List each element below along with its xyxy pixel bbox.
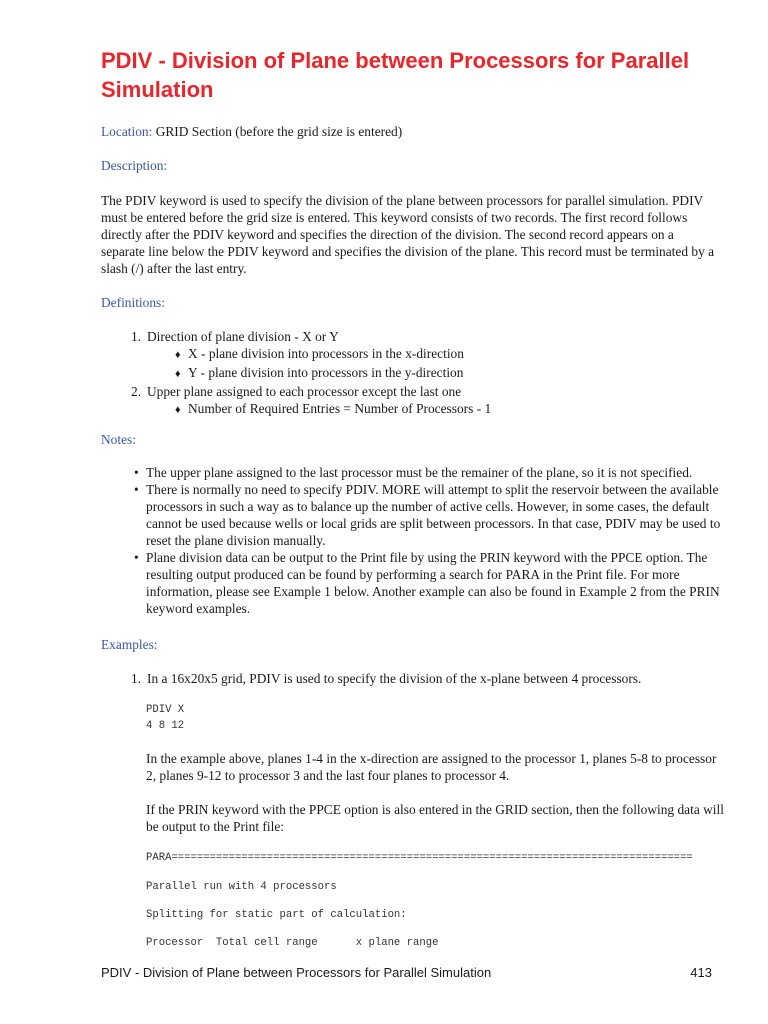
code-output-line: Parallel run with 4 processors xyxy=(146,881,337,893)
example-explanation: In the example above, planes 1-4 in the x-direction are assigned to the processor 1, planes 5-8 to processor 2, planes 9-12 to processor 3 and the last four planes to processor 4. xyxy=(146,751,717,783)
location-label: Location: xyxy=(101,124,153,139)
bullet-icon: • xyxy=(134,465,139,480)
definitions-list xyxy=(131,328,731,419)
code-block: PDIV X 4 8 12 xyxy=(146,704,185,732)
definition-subitem: ♦ X - plane division into processors in the x-direction xyxy=(131,345,731,364)
diamond-bullet-icon: ♦ xyxy=(175,349,181,361)
location-text: GRID Section (before the grid size is entered) xyxy=(155,124,403,139)
diamond-bullet-icon: ♦ xyxy=(175,404,181,416)
definition-item: 2. Upper plane assigned to each processor except the last one ♦ Number of Required Entries = Number of Processors - 1 xyxy=(131,383,731,419)
page-number: 413 xyxy=(690,965,712,980)
diamond-bullet-icon: ♦ xyxy=(175,368,181,380)
example-item: 1. In a 16x20x5 grid, PDIV is used to specify the division of the x-plane between 4 processors. xyxy=(131,671,642,686)
note-item: • Plane division data can be output to the Print file by using the PRIN keyword with the PPCE option. The resulting output produced can be found by performing a search for PARA in the Print file. For more information, please see Example 1 below. Another example can also be found in Example 2 from the PRIN keyword examples. xyxy=(134,550,720,616)
bullet-icon: • xyxy=(134,482,139,497)
location-line xyxy=(101,123,402,140)
code-output-line: Splitting for static part of calculation: xyxy=(146,909,407,921)
code-output-line: Processor Total cell range x plane range xyxy=(146,937,439,949)
page-title: PDIV - Division of Plane between Processors for Parallel Simulation xyxy=(101,48,690,102)
description-text: The PDIV keyword is used to specify the division of the plane between processors for parallel simulation. PDIV must be entered before the grid size is entered. This keyword consists of two records. The first record follows directly after the PDIV keyword and specifies the direction of the division. The second record appears on a separate line below the PDIV keyword and specifies the division of the plane. This record must be terminated by a slash (/) after the last entry. xyxy=(101,193,715,276)
notes-list xyxy=(134,464,734,617)
examples-label: Examples: xyxy=(101,637,158,652)
code-output-line: PARA================================================================================== xyxy=(146,852,693,864)
footer-title: PDIV - Division of Plane between Processors for Parallel Simulation xyxy=(101,965,492,980)
notes-label: Notes: xyxy=(101,432,136,447)
note-item: • The upper plane assigned to the last processor must be the remainer of the plane, so it is not specified. xyxy=(134,465,693,480)
description-label: Description: xyxy=(101,158,168,173)
definitions-label: Definitions: xyxy=(101,295,165,310)
note-item: • There is normally no need to specify PDIV. MORE will attempt to split the reservoir between the available processors in such a way as to balance up the number of active cells. However, in some cases, the default cannot be used because wells or local grids are split between processors. In that case, PDIV may be used to reset the plane division manually. xyxy=(134,482,721,548)
code-output-wrap xyxy=(146,850,760,866)
page-footer xyxy=(101,964,712,981)
definition-item: 1. Direction of plane division - X or Y ♦ X - plane division into processors in the x-direction ♦ Y - plane division into processors in the y-direction xyxy=(131,328,731,383)
definition-subitem: ♦ Y - plane division into processors in the y-direction xyxy=(131,364,731,383)
definition-subitem: ♦ Number of Required Entries = Number of Processors - 1 xyxy=(131,400,731,419)
example-explanation: If the PRIN keyword with the PPCE option is also entered in the GRID section, then the following data will be output to the Print file: xyxy=(146,802,724,834)
bullet-icon: • xyxy=(134,550,139,565)
